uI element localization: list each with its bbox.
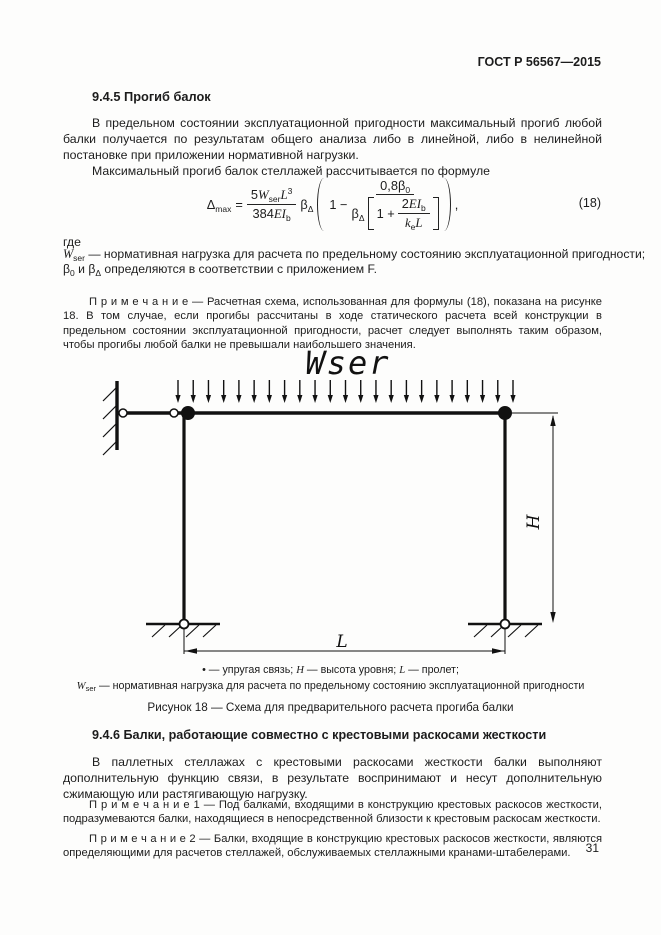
- load-arrows: [175, 380, 515, 403]
- left-base-support: [146, 620, 220, 638]
- section-946-note-2: П р и м е ч а н и е 2 — Балки, входящие в конструкцию крестовых раскосов жесткости, являются определяющими для расчетов стеллажей, обслуживаемых стеллажными кранами-штабелерами.: [63, 833, 603, 860]
- one-plus: 1 +: [376, 205, 395, 221]
- wall-pin-joint: [119, 409, 127, 417]
- section-945-paragraph-1: В предельном состоянии эксплуатационной пригодности максимальный прогиб любой балки получается по результатам общего анализа либо в линейной, либо в нелинейной постановке при приложении нормативной нагрузки.: [63, 116, 602, 162]
- main-fraction: $\frac{5W_{ser}L^3}{384EI_b}$: [247, 187, 296, 222]
- load-label: Wser: [305, 344, 391, 382]
- wall-support: [103, 381, 117, 455]
- formula-lhs: $\Delta_{max}$: [206, 196, 232, 214]
- stiffness-fraction: $\frac{2EI_b}{k_eL}$: [398, 196, 430, 231]
- open-paren: [317, 178, 325, 231]
- height-dimension-label: H: [524, 514, 544, 530]
- where-label: где: [63, 235, 81, 249]
- close-paren: [443, 178, 451, 231]
- section-945-note: П р и м е ч а н и е — Расчетная схема, использованная для формулы (18), показана на рисунке 18. В том случае, если прогибы рассчитаны в ходе статического расчета всей конструкции в предельном состоянии эксплуатационной пригодности, расчет следует выполнять таким образом, чтобы прогибы любой балки не превышали наибольшего значения.: [63, 296, 602, 352]
- close-bracket: [433, 197, 439, 230]
- formula-comma: ,: [454, 196, 459, 212]
- where-wser-definition: $W_{ser}$ — нормативная нагрузка для расчета по предельному состоянию эксплуатационной пригодности;: [63, 247, 646, 263]
- section-946-note-1: П р и м е ч а н и е 1 — Под балками, входящими в конструкцию крестовых раскосов жесткости, подразумеваются балки, находящиеся в непосредственной близости к крестовым раскосам жесткости.: [63, 799, 603, 826]
- formula-18: [63, 166, 602, 242]
- beta-delta-factor: $\beta_\Delta$: [300, 196, 314, 214]
- one-minus: 1 −: [329, 196, 348, 212]
- open-bracket: [368, 197, 374, 230]
- figure-legend-line-2: $W_{ser}$ — нормативная нагрузка для расчета по предельному состоянию эксплуатационной пригодности: [76, 680, 585, 693]
- section-946-heading: 9.4.6 Балки, работающие совместно с крестовыми раскосами жесткости: [92, 728, 547, 742]
- page-number: 31: [585, 841, 599, 855]
- figure-legend-line-1: • — упругая связь; H — высота уровня; L — пролет;: [202, 664, 459, 676]
- left-pin-joint: [170, 409, 178, 417]
- formula-expression: [207, 178, 459, 231]
- doc-number: ГОСТ Р 56567—2015: [477, 55, 601, 69]
- span-dimension-label: L: [336, 632, 348, 652]
- section-946-paragraph-1: В паллетных стеллажах с крестовыми раскосами жесткости балки выполняют дополнительную функцию связи, в результате воспринимают и несут дополнительную сжимающую или растягивающую нагрузку.: [63, 755, 602, 801]
- where-beta-definition: $\beta_0$ и $\beta_\Delta$ определяются в соответствии с приложением F.: [63, 262, 378, 278]
- equals-sign: =: [235, 196, 243, 212]
- figure-18-diagram: [90, 336, 570, 661]
- left-elastic-connection: [181, 406, 195, 420]
- right-elastic-connection: [498, 406, 512, 420]
- section-945-paragraph-2: Максимальный прогиб балок стеллажей рассчитывается по формуле: [92, 164, 491, 179]
- figure-caption: Рисунок 18 — Схема для предварительного расчета прогиба балки: [147, 701, 514, 714]
- section-945-heading: 9.4.5 Прогиб балок: [92, 89, 211, 104]
- formula-number: (18): [578, 196, 601, 210]
- inner-fraction: $0,8\beta_0$ $\beta_\Delta$ 1 + $\frac{2EI_b}{k_eL}$: [352, 178, 439, 231]
